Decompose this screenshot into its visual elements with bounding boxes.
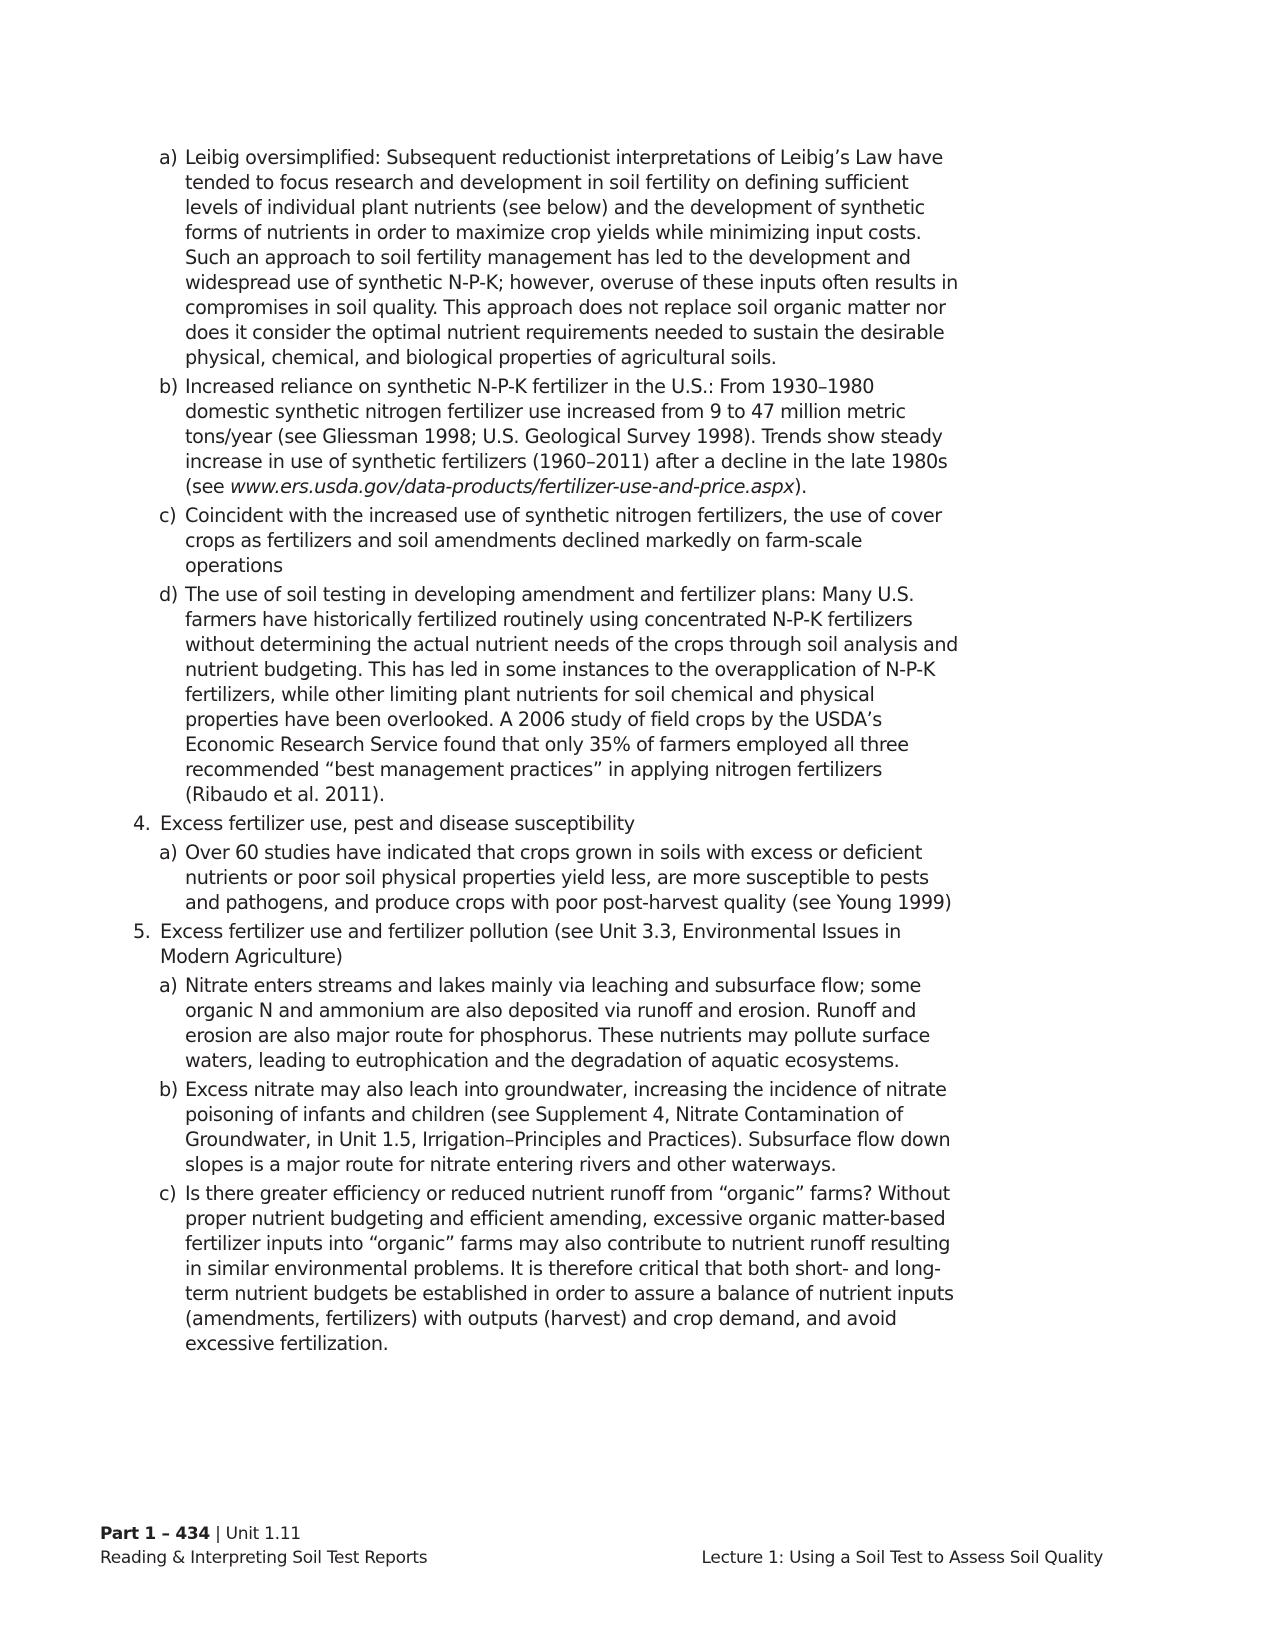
list-item-text: The use of soil testing in developing amendment and fertilizer plans: Many U.S. farmers have historically fertilized routinely using concentrated N-P-K fertilizers without determining the actual nutrient needs of the crops through soil analysis and nutrient budgeting. This has led in some instances to the overapplication of N-P-K fertilizers, while other limiting plant nutrients for soil chemical and physical properties have been overlooked. A 2006 study of field crops by the USDA’s Economic Research Service found that only 35% of farmers employed all three recommended “best management practices” in applying nitrogen fertilizers (Ribaudo et al. 2011). <box>185 583 958 806</box>
list-marker: a) <box>159 841 178 864</box>
list-marker: a) <box>159 974 178 997</box>
list-marker: a) <box>159 146 178 169</box>
list-item-fertilizer-pollution <box>133 919 960 969</box>
list-item-text: Excess fertilizer use and fertilizer pollution (see Unit 3.3, Environmental Issues in Modern Agriculture) <box>160 920 901 968</box>
list-item-text: Excess nitrate may also leach into groundwater, increasing the incidence of nitrate poisoning of infants and children (see Supplement 4, Nitrate Contamination of Groundwater, in Unit 1.5, Irrigation–Principles and Practices). Subsurface flow down slopes is a major route for nitrate entering rivers and other waterways. <box>185 1078 951 1176</box>
list-item-text: Increased reliance on synthetic N-P-K fertilizer in the U.S.: From 1930–1980 domestic synthetic nitrogen fertilizer use increased from 9 to 47 million metric tons/year (see Gliessman 1998; U.S. Geological Survey 1998). Trends show steady increase in use of synthetic fertilizers (1960–2011) after a decline in the late 1980s (see www.ers.usda.gov/data-products/fertilizer-use-and-price.aspx). <box>185 375 948 498</box>
list-item-text: Leibig oversimplified: Subsequent reductionist interpretations of Leibig’s Law have tended to focus research and development in soil fertility on defining sufficient levels of individual plant nutrients (see below) and the development of synthetic forms of nutrients in order to maximize crop yields while minimizing input costs. Such an approach to soil fertility management has led to the development and widespread use of synthetic N-P-K; however, overuse of these inputs often results in compromises in soil quality. This approach does not replace soil organic matter nor does it consider the optimal nutrient requirements needed to sustain the desirable physical, chemical, and biological properties of agricultural soils. <box>185 146 958 369</box>
list-item-npk-reliance <box>159 374 960 499</box>
list-marker: b) <box>159 1078 178 1101</box>
page-number: Part 1 – 434 <box>100 1524 210 1544</box>
list-item-studies <box>159 840 960 915</box>
footer-unit-info <box>100 1522 427 1570</box>
list-item-cover-crops <box>159 503 960 578</box>
list-item-soil-testing <box>159 582 960 807</box>
list-item-organic-farms <box>159 1181 960 1356</box>
list-marker: b) <box>159 375 178 398</box>
outline-content <box>133 145 960 1360</box>
ers-usda-link[interactable]: www.ers.usda.gov/data-products/fertilizer-use-and-price.aspx <box>229 475 795 498</box>
list-item-text: Nitrate enters streams and lakes mainly via leaching and subsurface flow; some organic N and ammonium are also deposited via runoff and erosion. Runoff and erosion are also major route for phosphorus. These nutrients may pollute surface waters, leading to eutrophication and the degradation of aquatic ecosystems. <box>185 974 930 1072</box>
list-item-leibig <box>159 145 960 370</box>
unit-title: Reading & Interpreting Soil Test Reports <box>100 1548 428 1568</box>
footer-line-1 <box>100 1522 427 1546</box>
list-item-text: Coincident with the increased use of synthetic nitrogen fertilizers, the use of cover crops as fertilizers and soil amendments declined markedly on farm-scale operations <box>185 504 942 577</box>
list-item-pest-susceptibility <box>133 811 960 836</box>
list-item-text: Excess fertilizer use, pest and disease susceptibility <box>160 812 635 835</box>
footer-separator: | <box>215 1524 221 1544</box>
list-item-nitrate-streams <box>159 973 960 1073</box>
list-item-text: Is there greater efficiency or reduced nutrient runoff from “organic” farms? Without proper nutrient budgeting and efficient amending, excessive organic matter-based fertilizer inputs into “organic” farms may also contribute to nutrient runoff resulting in similar environmental problems. It is therefore critical that both short- and long-term nutrient budgets be established in order to assure a balance of nutrient inputs (amendments, fertilizers) with outputs (harvest) and crop demand, and avoid excessive fertilization. <box>185 1182 954 1355</box>
list-item-text: Over 60 studies have indicated that crops grown in soils with excess or deficient nutrients or poor soil physical properties yield less, are more susceptible to pests and pathogens, and produce crops with poor post-harvest quality (see Young 1999) <box>185 841 952 914</box>
unit-number: Unit 1.11 <box>225 1524 301 1544</box>
list-marker: c) <box>159 1182 177 1205</box>
list-marker: 4. <box>133 812 151 835</box>
list-marker: d) <box>159 583 178 606</box>
list-marker: c) <box>159 504 177 527</box>
lecture-title: Lecture 1: Using a Soil Test to Assess Soil Quality <box>701 1548 1103 1568</box>
list-item-nitrate-groundwater <box>159 1077 960 1177</box>
list-marker: 5. <box>133 920 151 943</box>
